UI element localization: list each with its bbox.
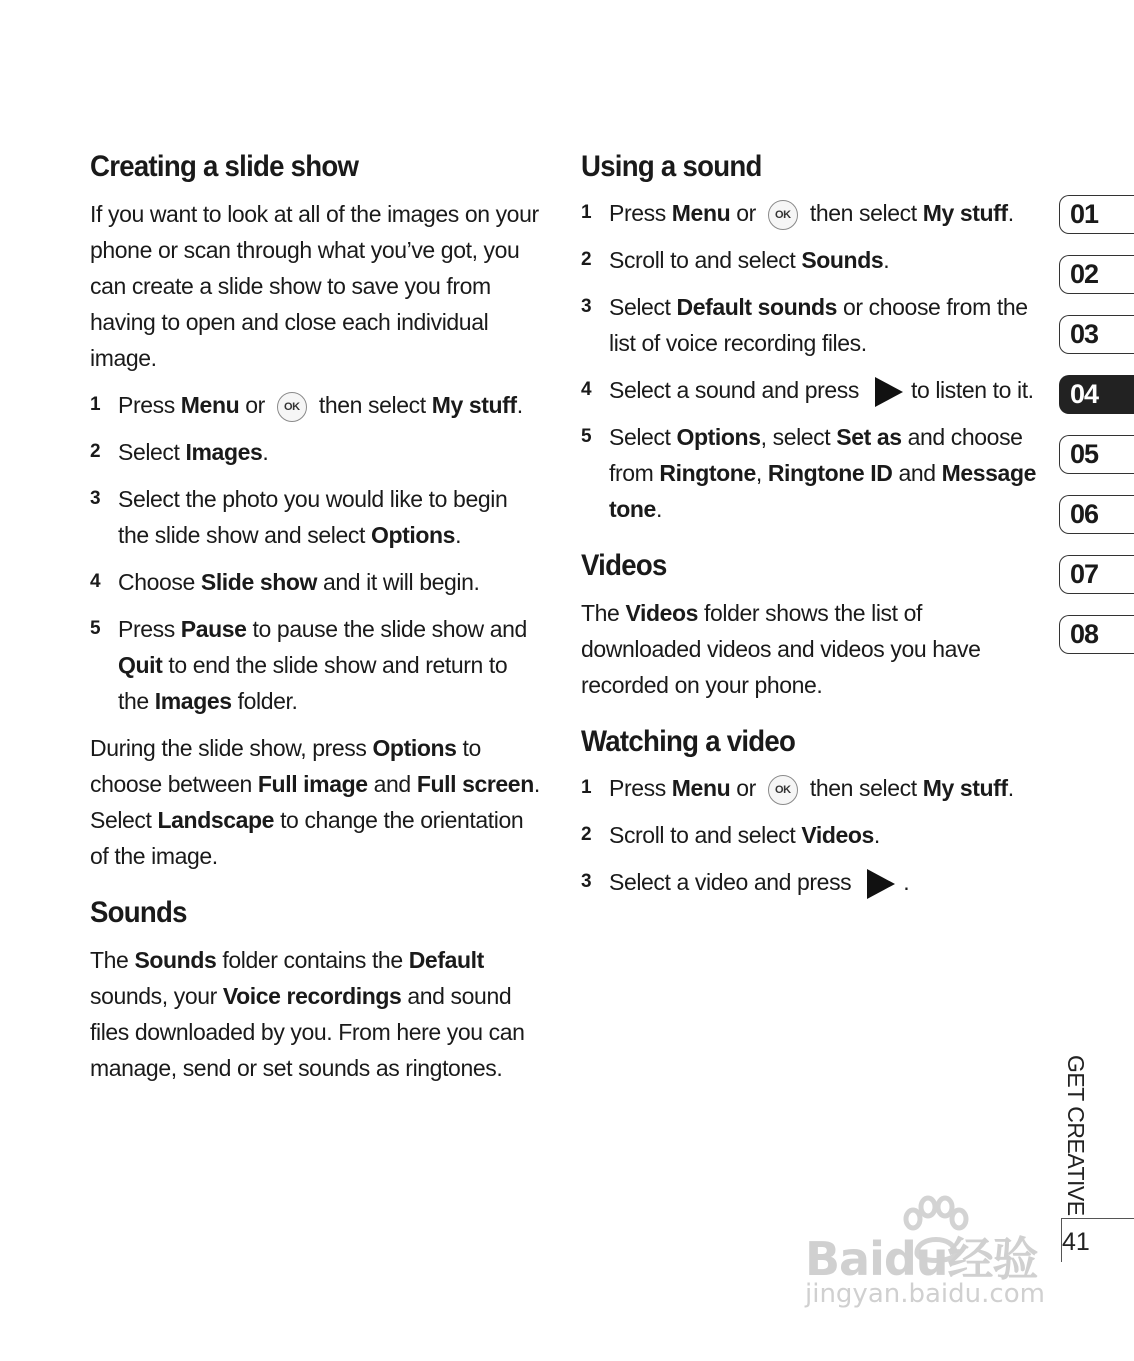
- right-column: [581, 150, 1046, 900]
- watching-video-steps: [581, 770, 1046, 900]
- watching-video-heading: Watching a video: [581, 725, 796, 758]
- step-number: 1: [581, 202, 592, 223]
- chapter-tab-05[interactable]: 05: [1059, 435, 1134, 474]
- list-item: 1 Press Menu or OK then select My stuff.: [90, 387, 540, 423]
- slideshow-heading: Creating a slide show: [90, 150, 359, 183]
- ok-key-icon: OK: [277, 392, 307, 422]
- play-icon: [875, 377, 903, 407]
- list-item: 1 Press Menu or OK then select My stuff.: [581, 195, 1046, 231]
- list-item: 5 Press Pause to pause the slide show and Quit to end the slide show and return to the Images folder.: [90, 611, 540, 719]
- ok-key-icon: OK: [768, 200, 798, 230]
- chapter-tab-04-active[interactable]: 04: [1059, 375, 1134, 414]
- play-icon: [867, 869, 895, 899]
- list-item: 2 Scroll to and select Sounds.: [581, 242, 1046, 278]
- watermark: [805, 1195, 1065, 1315]
- list-item: 3 Select Default sounds or choose from the list of voice recording files.: [581, 289, 1046, 361]
- list-item: 5 Select Options, select Set as and choose from Ringtone, Ringtone ID and Message tone.: [581, 419, 1046, 527]
- slideshow-steps: [90, 387, 540, 719]
- videos-heading: Videos: [581, 549, 667, 582]
- chapter-tab-03[interactable]: 03: [1059, 315, 1134, 354]
- sounds-body: The Sounds folder contains the Default sounds, your Voice recordings and sound files downloaded by you. From here you can manage, send or set sounds as ringtones.: [90, 947, 525, 1081]
- slideshow-outro: During the slide show, press Options to choose between Full image and Full screen. Select Landscape to change the orientation of the image.: [90, 735, 540, 869]
- chapter-tab-01[interactable]: 01: [1059, 195, 1134, 234]
- left-column: [90, 150, 540, 1086]
- step-number: 2: [90, 441, 101, 462]
- step-number: 3: [581, 296, 592, 317]
- step-number: 4: [90, 571, 101, 592]
- list-item: 3 Select a video and press .: [581, 864, 1046, 900]
- list-item: 2 Scroll to and select Videos.: [581, 817, 1046, 853]
- step-number: 4: [581, 379, 592, 400]
- videos-body: The Videos folder shows the list of downloaded videos and videos you have recorded on your phone.: [581, 600, 981, 698]
- list-item: 4 Choose Slide show and it will begin.: [90, 564, 540, 600]
- step-number: 2: [581, 824, 592, 845]
- page-number: 41: [1062, 1228, 1090, 1256]
- watermark-brand: Baidu经验: [805, 1232, 1038, 1286]
- ok-key-icon: OK: [768, 775, 798, 805]
- page-number-rule: [1061, 1218, 1134, 1219]
- step-number: 1: [90, 394, 101, 415]
- list-item: 1 Press Menu or OK then select My stuff.: [581, 770, 1046, 806]
- watermark-url: jingyan.baidu.com: [805, 1279, 1045, 1309]
- chapter-tab-02[interactable]: 02: [1059, 255, 1134, 294]
- using-sound-heading: Using a sound: [581, 150, 762, 183]
- list-item: 3 Select the photo you would like to begin the slide show and select Options.: [90, 481, 540, 553]
- list-item: 4 Select a sound and press to listen to it.: [581, 372, 1046, 408]
- sounds-heading: Sounds: [90, 896, 187, 929]
- chapter-tab-08[interactable]: 08: [1059, 615, 1134, 654]
- chapter-tab-06[interactable]: 06: [1059, 495, 1134, 534]
- list-item: 2 Select Images.: [90, 434, 540, 470]
- step-number: 1: [581, 777, 592, 798]
- slideshow-intro: If you want to look at all of the images on your phone or scan through what you’ve got, you can create a slide show to save you from having to open and close each individual image.: [90, 201, 539, 371]
- using-sound-steps: [581, 195, 1046, 527]
- step-number: 2: [581, 249, 592, 270]
- step-number: 3: [90, 488, 101, 509]
- step-number: 3: [581, 871, 592, 892]
- chapter-tab-07[interactable]: 07: [1059, 555, 1134, 594]
- chapter-tabs: [1059, 195, 1134, 675]
- section-label: GET CREATIVE: [1063, 1055, 1089, 1216]
- step-number: 5: [90, 618, 101, 639]
- step-number: 5: [581, 426, 592, 447]
